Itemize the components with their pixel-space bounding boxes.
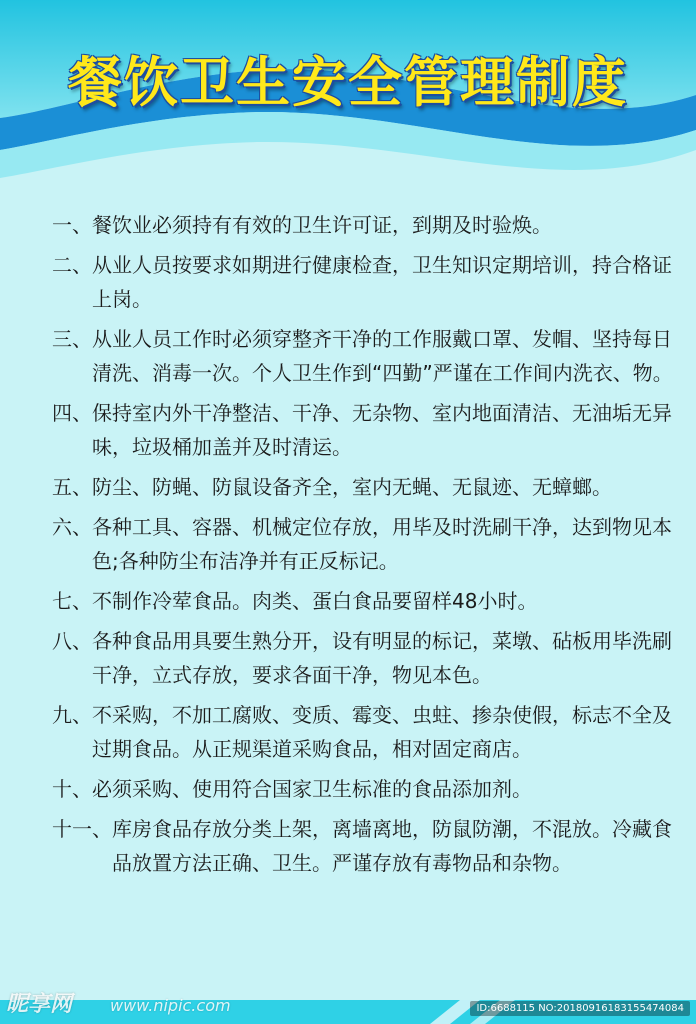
rule-text: 不采购，不加工腐败、变质、霉变、虫蛀、掺杂使假，标志不全及过期食品。从正规渠道采购食品，相对固定商店。 (92, 703, 672, 761)
rule-text: 各种工具、容器、机械定位存放，用毕及时洗刷干净，达到物见本色;各种防尘布洁净并有正反标记。 (92, 515, 672, 573)
watermark-url: www.nipic.com (110, 996, 231, 1015)
rule-number: 十一、 (52, 817, 112, 841)
rule-number: 九、 (52, 703, 92, 727)
list-item (52, 470, 682, 504)
watermark-logo: 昵享网 (6, 992, 73, 1017)
rule-text: 库房食品存放分类上架，离墙离地，防鼠防潮，不混放。冷藏食品放置方法正确、卫生。严谨存放有毒物品和杂物。 (112, 817, 672, 875)
list-item (52, 698, 682, 766)
list-item (52, 208, 682, 242)
page-title: 餐饮卫生安全管理制度 (68, 51, 628, 114)
rule-number: 一、 (52, 213, 92, 237)
rules-list (52, 208, 682, 886)
rule-number: 五、 (52, 475, 92, 499)
rule-text: 餐饮业必须持有有效的卫生许可证，到期及时验焕。 (92, 213, 552, 237)
list-item (52, 812, 682, 880)
rule-text: 从业人员按要求如期进行健康检查，卫生知识定期培训，持合格证上岗。 (92, 253, 672, 311)
list-item (52, 772, 682, 806)
rule-text: 各种食品用具要生熟分开，设有明显的标记，菜墩、砧板用毕洗刷干净，立式存放，要求各面干净，物见本色。 (92, 629, 672, 687)
rule-text: 保持室内外干净整洁、干净、无杂物、室内地面清洁、无油垢无异味，垃圾桶加盖并及时清运。 (92, 401, 672, 459)
list-item (52, 584, 682, 618)
rule-number: 十、 (52, 777, 92, 801)
list-item (52, 624, 682, 692)
list-item (52, 396, 682, 464)
rule-number: 二、 (52, 253, 92, 277)
rule-text: 从业人员工作时必须穿整齐干净的工作服戴口罩、发帽、坚持每日清洗、消毒一次。个人卫生作到“四勤”严谨在工作间内洗衣、物。 (92, 327, 673, 385)
rule-number: 三、 (52, 327, 92, 351)
footer-watermark (0, 984, 696, 1024)
rule-number: 四、 (52, 401, 92, 425)
watermark-id: ID:6688115 NO:20180916183155474084 (470, 1001, 690, 1016)
rule-text: 防尘、防蝇、防鼠设备齐全，室内无蝇、无鼠迹、无蟑螂。 (92, 475, 612, 499)
rule-number: 八、 (52, 629, 92, 653)
rule-number: 七、 (52, 589, 92, 613)
list-item (52, 322, 682, 390)
list-item (52, 248, 682, 316)
rule-text: 必须采购、使用符合国家卫生标准的食品添加剂。 (92, 777, 532, 801)
list-item (52, 510, 682, 578)
rule-text: 不制作冷荤食品。肉类、蛋白食品要留样48小时。 (92, 589, 538, 613)
rule-number: 六、 (52, 515, 92, 539)
